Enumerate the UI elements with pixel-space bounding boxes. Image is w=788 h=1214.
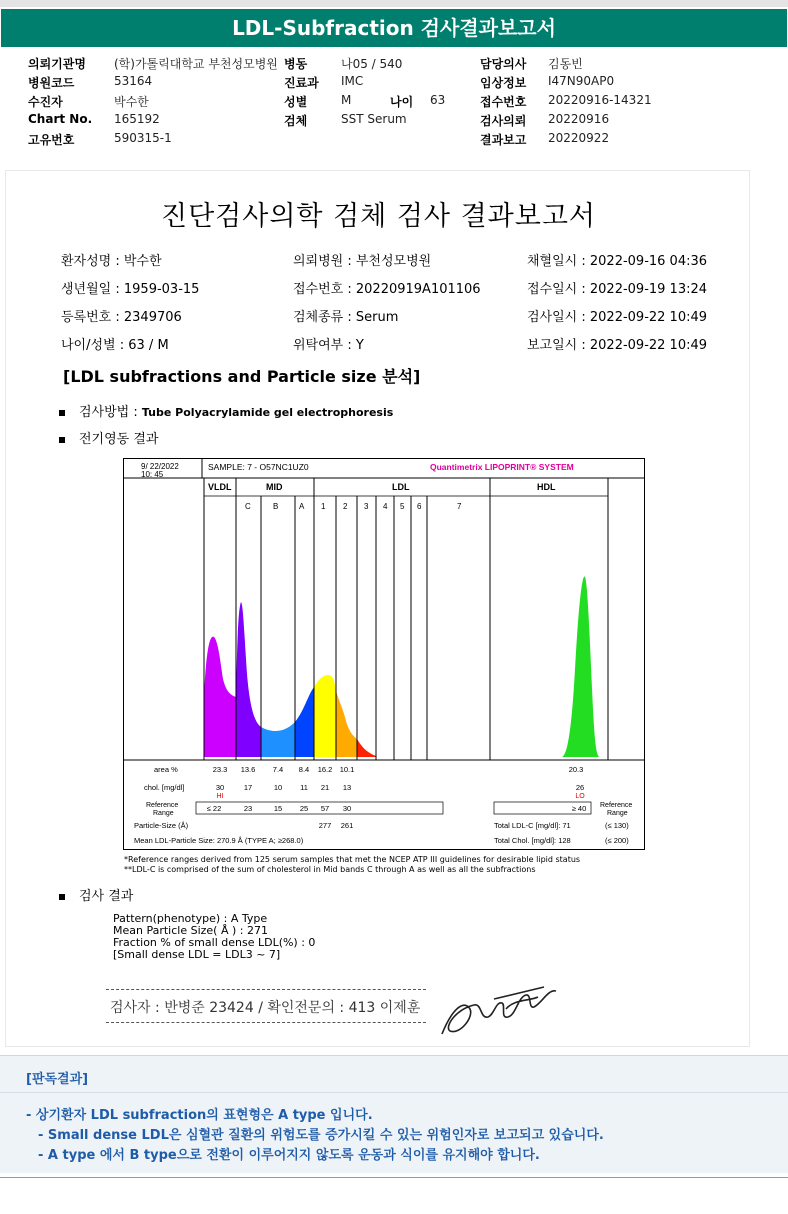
area-label: area % <box>154 765 178 774</box>
header-row <box>28 55 768 74</box>
header-label: 진료과 <box>284 76 319 90</box>
method-value: Tube Polyacrylamide gel electrophoresis <box>141 406 394 419</box>
band-label-4: 4 <box>383 502 388 511</box>
ldl2-peak <box>336 691 357 757</box>
report-title-bar: LDL-Subfraction 검사결과보고서 <box>1 9 787 47</box>
chart-brand: Quantimetrix LIPOPRINT® SYSTEM <box>430 462 574 472</box>
area-b: 7.4 <box>272 765 284 774</box>
header-value: I47N90AP0 <box>548 74 615 88</box>
band-label-b: B <box>273 502 279 511</box>
area-c: 13.6 <box>240 765 256 774</box>
result-line <box>59 885 133 904</box>
method-line <box>59 401 393 420</box>
area-2: 10.1 <box>339 765 355 774</box>
psize-1: 277 <box>318 821 332 830</box>
result-item: Pattern(phenotype) : A Type <box>113 912 268 925</box>
chol-vldl: 30 <box>215 783 225 792</box>
bullet-icon <box>59 410 65 416</box>
lipoprint-svg <box>124 459 644 849</box>
band-label-c: C <box>245 502 251 511</box>
header-label: 병동 <box>284 57 308 71</box>
band-label-a: A <box>299 502 305 511</box>
header-value: 김동빈 <box>548 57 583 71</box>
header-row <box>28 131 768 150</box>
chol-b: 10 <box>273 783 283 792</box>
patient-field: 검체종류 : Serum <box>293 310 399 325</box>
total-chol: Total Chol. [mg/dl]: 128 <box>494 836 571 845</box>
signature-image <box>434 979 564 1044</box>
patient-field: 접수번호 : 20220919A101106 <box>293 282 481 297</box>
header-row <box>28 112 768 131</box>
report-doc-title: 진단검사의학 검체 검사 결과보고서 <box>161 201 596 232</box>
ref-2: 30 <box>342 804 352 813</box>
result-label: 검사 결과 <box>79 889 134 904</box>
ref-b: 15 <box>273 804 283 813</box>
header-label: 담당의사 <box>480 57 527 71</box>
judgment-line: - Small dense LDL은 심혈관 질환의 위험도를 증가시킬 수 있는 위험인자로 보고되고 있습니다. <box>38 1128 604 1143</box>
judgment-panel <box>0 1055 788 1173</box>
ref-1: 57 <box>320 804 330 813</box>
footnote: *Reference ranges derived from 125 serum samples that met the NCEP ATP III guidelines for desirable lipid status <box>124 855 581 864</box>
header-value: 63 <box>430 93 446 107</box>
total-chol-ref: (≤ 200) <box>605 836 629 845</box>
header-label: 접수번호 <box>480 95 527 109</box>
result-item: [Small dense LDL = LDL3 ~ 7] <box>113 948 281 961</box>
group-vldl: VLDL <box>208 482 232 492</box>
header-value: (학)가톨릭대학교 부천성모병원 <box>114 57 278 71</box>
header-value: 165192 <box>114 112 160 126</box>
mid-a-peak <box>295 687 314 757</box>
psize-2: 261 <box>340 821 354 830</box>
ref-values <box>207 804 351 813</box>
result-details <box>113 913 315 961</box>
hdl-peak <box>562 576 600 757</box>
ref-a: 25 <box>299 804 309 813</box>
area-1: 16.2 <box>317 765 333 774</box>
judgment-line: - A type 에서 B type으로 전환이 이루어지지 않도록 운동과 식이를 유지해야 합니다. <box>38 1148 540 1163</box>
header-value: 53164 <box>114 74 153 88</box>
band-label-5: 5 <box>400 502 405 511</box>
judgment-title: [판독결과] <box>26 1072 89 1087</box>
band-label-7: 7 <box>457 502 462 511</box>
header-value: 나05 / 540 <box>341 57 403 71</box>
bottom-rule <box>0 1177 788 1178</box>
result-item: Mean Particle Size( Å ) : 271 <box>113 924 268 937</box>
header-row <box>28 93 768 112</box>
chol-c: 17 <box>243 783 253 792</box>
header-label: 검사의뢰 <box>480 114 527 128</box>
mid-c-peak <box>236 602 261 757</box>
mean-size: Mean LDL-Particle Size: 270.9 Å (TYPE A; ≥268.0) <box>134 836 304 845</box>
top-strip <box>0 0 788 7</box>
chart-sample: SAMPLE: 7 - O57NC1UZ0 <box>208 462 309 472</box>
sign-rule-bottom <box>106 1022 426 1023</box>
ref-label-right-2: Range <box>607 810 628 817</box>
electro-label: 전기영동 결과 <box>79 432 159 447</box>
section-heading: [LDL subfractions and Particle size 분석] <box>63 367 421 386</box>
ref-label-2: Range <box>153 810 174 817</box>
area-a: 8.4 <box>298 765 310 774</box>
chol-label: chol. [mg/dl] <box>144 783 185 792</box>
patient-field: 접수일시 : 2022-09-19 13:24 <box>527 282 708 297</box>
judgment-line: - 상기환자 LDL subfraction의 표현형은 A type 입니다. <box>26 1108 373 1123</box>
header-value: 박수한 <box>114 95 149 109</box>
chol-2: 13 <box>342 783 352 792</box>
header-label: 결과보고 <box>480 133 527 147</box>
header-info <box>28 55 768 150</box>
judgment-divider <box>0 1092 788 1093</box>
ref-vldl: ≤ 22 <box>206 804 222 813</box>
band-label-2: 2 <box>343 502 348 511</box>
patient-field: 보고일시 : 2022-09-22 10:49 <box>527 338 708 353</box>
band-dividers <box>204 478 608 760</box>
ref-c: 23 <box>243 804 253 813</box>
ref-hdl: ≥ 40 <box>571 804 587 813</box>
header-label: 검체 <box>284 114 308 128</box>
bullet-icon <box>59 894 65 900</box>
mid-b-peak <box>261 722 295 757</box>
chol-1: 21 <box>320 783 330 792</box>
bullet-icon <box>59 437 65 443</box>
footnote: **LDL-C is comprised of the sum of cholesterol in Mid bands C through A as well as all the subfractions <box>124 865 536 874</box>
header-value: SST Serum <box>341 112 407 126</box>
header-label: 임상정보 <box>480 76 527 90</box>
chol-hdl: 26 <box>575 783 585 792</box>
area-vldl: 23.3 <box>212 765 228 774</box>
report-document <box>5 170 750 1047</box>
band-label-1: 1 <box>321 502 326 511</box>
header-label: 고유번호 <box>28 133 75 147</box>
band-label-6: 6 <box>417 502 422 511</box>
psize-label: Particle-Size (Å) <box>134 821 189 830</box>
patient-field: 검사일시 : 2022-09-22 10:49 <box>527 310 708 325</box>
header-value: IMC <box>341 74 364 88</box>
band-label-3: 3 <box>364 502 369 511</box>
patient-field: 등록번호 : 2349706 <box>61 310 182 325</box>
header-label: 성별 <box>284 95 308 109</box>
patient-field: 환자성명 : 박수한 <box>61 254 162 269</box>
vldl-peak <box>204 637 236 757</box>
ref-label-right-1: Reference <box>600 802 633 809</box>
header-value: 20220916 <box>548 112 610 126</box>
ref-label-1: Reference <box>146 802 179 809</box>
ldl1-peak <box>314 675 336 757</box>
header-label: Chart No. <box>28 112 93 126</box>
group-hdl: HDL <box>537 482 556 492</box>
total-ldl: Total LDL-C [mg/dl]: 71 <box>494 821 571 830</box>
sign-rule-top <box>106 989 426 990</box>
chart-time: 10: 45 <box>141 470 164 479</box>
header-value: 20220916-14321 <box>548 93 652 107</box>
signer-line: 검사자 : 반병준 23424 / 확인전문의 : 413 이제훈 <box>110 1000 421 1016</box>
patient-field: 나이/성별 : 63 / M <box>61 338 169 353</box>
group-ldl: LDL <box>392 482 410 492</box>
area-hdl: 20.3 <box>568 765 584 774</box>
method-label: 검사방법 : <box>79 405 138 420</box>
header-value: 20220922 <box>548 131 610 145</box>
header-label: 수진자 <box>28 95 63 109</box>
patient-field: 채혈일시 : 2022-09-16 04:36 <box>527 254 708 269</box>
electro-line <box>59 428 158 447</box>
chart-date: 9/ 22/2022 <box>141 462 179 471</box>
ldl3-peak <box>357 739 376 757</box>
chol-a: 11 <box>300 783 308 792</box>
patient-field: 의뢰병원 : 부천성모병원 <box>293 254 432 269</box>
flag-hi: HI <box>216 793 224 800</box>
lipoprint-chart <box>123 458 645 850</box>
header-value: 590315-1 <box>114 131 172 145</box>
flag-lo: LO <box>575 793 585 800</box>
result-item: Fraction % of small dense LDL(%) : 0 <box>113 936 316 949</box>
header-row <box>28 74 768 93</box>
group-mid: MID <box>266 482 283 492</box>
header-label: 병원코드 <box>28 76 75 90</box>
patient-field: 생년월일 : 1959-03-15 <box>61 282 200 297</box>
chart-footnotes <box>124 855 580 875</box>
patient-field: 위탁여부 : Y <box>293 338 364 353</box>
total-ldl-ref: (≤ 130) <box>605 821 629 830</box>
ref-box-ldl <box>196 802 443 814</box>
chol-values <box>216 783 584 792</box>
area-values <box>213 765 584 774</box>
header-label: 의뢰기관명 <box>28 57 86 71</box>
header-label: 나이 <box>390 95 414 109</box>
header-value: M <box>341 93 352 107</box>
